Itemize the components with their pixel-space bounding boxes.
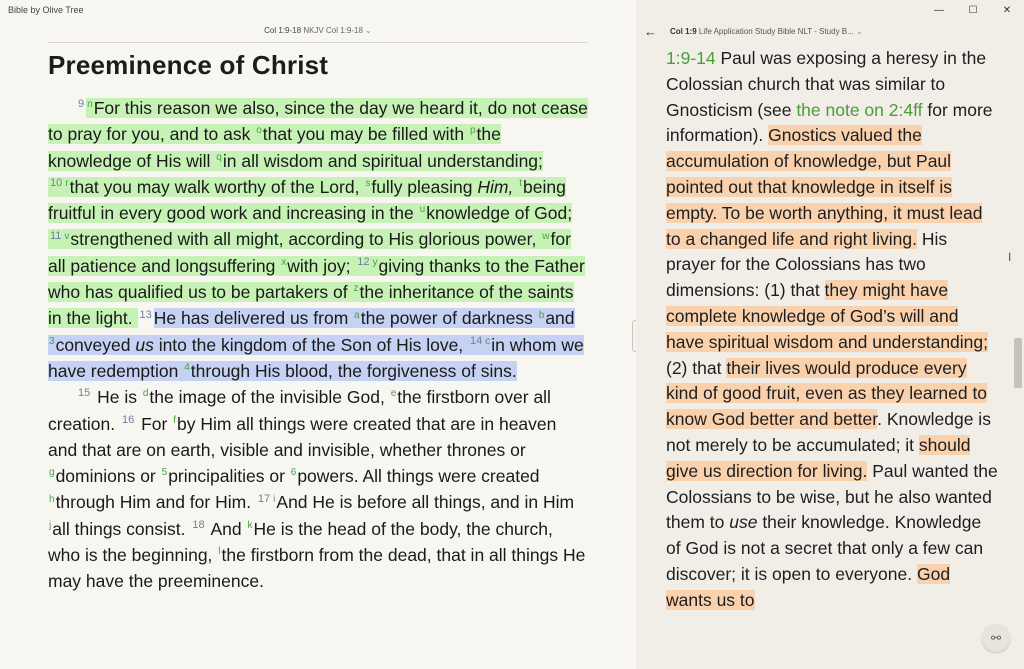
verse-text: fully pleasing bbox=[371, 176, 478, 197]
verse-text: the firstborn from the dead, that in all things He may have the preeminence. bbox=[48, 545, 586, 592]
verse-text: giving thanks to the Father who has qualified us to be partakers of bbox=[48, 255, 585, 303]
highlight-orange[interactable]: should give us direction for living. bbox=[666, 434, 971, 481]
section-title: Preeminence of Christ bbox=[48, 50, 329, 80]
verse-text: the image of the invisible God, bbox=[149, 387, 390, 408]
text-cursor-icon: I bbox=[1008, 250, 1012, 264]
footnote-marker[interactable]: i bbox=[273, 493, 276, 505]
minimize-button[interactable]: — bbox=[934, 4, 944, 16]
verse-text: that you may walk worthy of the Lord, bbox=[69, 176, 365, 197]
highlight-green[interactable] bbox=[48, 98, 588, 328]
verse-text: And bbox=[206, 518, 247, 539]
footnote-marker[interactable]: k bbox=[247, 519, 253, 531]
scrollbar-thumb[interactable] bbox=[1014, 338, 1022, 388]
commentary-reference[interactable] bbox=[670, 27, 863, 36]
commentary-paragraph: . Knowledge is not merely to be accumulated; it bbox=[666, 409, 991, 455]
footnote-marker[interactable]: v bbox=[64, 230, 70, 242]
footnote-marker[interactable]: c bbox=[485, 335, 491, 347]
verse-text: in all wisdom and spiritual understanding; bbox=[222, 150, 543, 171]
verse-number[interactable]: 11 bbox=[50, 229, 62, 242]
verse-text: He has delivered us from bbox=[153, 308, 354, 329]
verse-text: in whom we have redemption bbox=[48, 334, 584, 381]
footnote-marker[interactable]: h bbox=[49, 493, 55, 505]
verse-number[interactable]: 15 bbox=[78, 387, 91, 400]
footnote-marker[interactable]: d bbox=[142, 388, 149, 400]
footnote-marker[interactable]: b bbox=[538, 309, 545, 321]
chevron-down-icon[interactable]: ⌄ bbox=[365, 26, 372, 35]
commentary-paragraph: Paul was exposing a heresy in the Colossian church that was similar to Gnosticism (see bbox=[666, 48, 987, 120]
verse-text-italic: Him, bbox=[477, 176, 514, 197]
commentary-verse-link[interactable]: 1:9-14 bbox=[666, 48, 716, 68]
header-divider bbox=[48, 42, 588, 43]
footnote-marker[interactable]: f bbox=[173, 414, 176, 426]
verse-text: strengthened with all might, according to His glorious power, bbox=[70, 229, 542, 250]
commentary-book-title[interactable]: Life Application Study Bible NLT - Study B... bbox=[698, 27, 854, 36]
verse-text: dominions or bbox=[55, 466, 161, 487]
verse-text: powers. All things were created bbox=[297, 466, 540, 487]
footnote-marker[interactable]: g bbox=[49, 467, 55, 479]
commentary-verse-ref[interactable]: Col 1:9 bbox=[670, 27, 697, 36]
footnote-marker[interactable]: n bbox=[87, 99, 93, 111]
footnote-marker[interactable]: 4 bbox=[184, 362, 190, 374]
commentary-pane bbox=[636, 0, 1024, 669]
verse-text: all things consist. bbox=[52, 518, 191, 539]
verse-number[interactable]: 17 bbox=[257, 492, 271, 505]
commentary-header bbox=[636, 24, 1024, 42]
footnote-marker[interactable]: 3 bbox=[49, 335, 55, 347]
verse-text: He is bbox=[92, 387, 142, 408]
verse-text: and bbox=[545, 308, 575, 329]
verse-number[interactable]: 14 bbox=[470, 334, 483, 347]
verse-number[interactable]: 13 bbox=[139, 308, 152, 321]
footnote-marker[interactable]: a bbox=[354, 309, 360, 321]
verse-text: being fruitful in every good work and increasing in the bbox=[48, 176, 566, 224]
highlight-orange[interactable]: they might have complete knowledge of God’s will and have spiritual wisdom and understanding; bbox=[666, 280, 988, 352]
footnote-marker[interactable]: y bbox=[372, 256, 378, 268]
verse-number[interactable]: 18 bbox=[192, 518, 205, 531]
cross-reference-link[interactable]: the note on 2:4ff bbox=[796, 99, 923, 120]
verse-text: through His blood, the forgiveness of sins. bbox=[190, 360, 517, 381]
footnote-marker[interactable]: z bbox=[353, 283, 359, 295]
verse-text: He is the head of the body, the church, who is the beginning, bbox=[48, 518, 553, 566]
footnote-marker[interactable]: t bbox=[519, 178, 522, 190]
link-icon: ⚯ bbox=[990, 631, 1002, 645]
commentary-italic: use bbox=[729, 512, 758, 533]
footnote-marker[interactable]: x bbox=[281, 256, 287, 268]
commentary-paragraph: Paul wanted the Colossians to be wise, but he also wanted them to bbox=[666, 460, 998, 533]
verse-text: for all patience and longsuffering bbox=[48, 229, 571, 276]
verse-number[interactable]: 10 bbox=[50, 177, 63, 190]
bible-text[interactable] bbox=[48, 95, 588, 595]
verse-number[interactable]: 16 bbox=[121, 413, 135, 426]
footnote-marker[interactable]: j bbox=[49, 519, 52, 531]
footnote-marker[interactable]: u bbox=[419, 204, 426, 216]
verse-text: And He is before all things, and in Him bbox=[276, 492, 575, 513]
footnote-marker[interactable]: r bbox=[65, 178, 69, 190]
highlight-orange[interactable]: God wants us to bbox=[666, 563, 951, 610]
back-arrow-icon[interactable]: ← bbox=[644, 24, 657, 39]
verse-text: the knowledge of His will bbox=[48, 124, 501, 171]
verse-text-italic: us bbox=[135, 334, 154, 355]
highlight-orange[interactable]: Gnostics valued the accumulation of knowledge, but Paul pointed out that knowledge in itself is empty. To be worth anything, it must lead to a changed life and right living. bbox=[666, 125, 983, 249]
footnote-marker[interactable]: w bbox=[542, 230, 550, 242]
bible-reference-bar[interactable] bbox=[0, 26, 636, 35]
verse-text: through Him and for Him. bbox=[55, 492, 256, 513]
close-button[interactable]: ✕ bbox=[1002, 4, 1012, 16]
verse-text: principalities or bbox=[168, 466, 290, 487]
verse-number[interactable]: 12 bbox=[357, 255, 370, 268]
title-bar bbox=[0, 0, 1024, 20]
footnote-marker[interactable]: o bbox=[256, 125, 262, 137]
footnote-marker[interactable]: 5 bbox=[161, 467, 168, 479]
verse-text: the power of darkness bbox=[360, 308, 538, 329]
verse-text: knowledge of God; bbox=[426, 203, 573, 224]
commentary-text[interactable] bbox=[666, 46, 998, 614]
verse-text: the inheritance of the saints in the light. bbox=[48, 282, 574, 329]
verse-text: conveyed bbox=[55, 334, 136, 355]
verse-text: with joy; bbox=[287, 255, 356, 276]
commentary-paragraph: for more information). bbox=[666, 99, 993, 146]
bible-version[interactable]: NKJV Col 1:9-18 bbox=[303, 26, 363, 35]
footnote-marker[interactable]: p bbox=[469, 125, 476, 137]
footnote-marker[interactable]: e bbox=[390, 388, 397, 400]
highlight-orange[interactable]: their lives would produce every kind of good fruit, even as they learned to know God better and better bbox=[666, 357, 988, 430]
footnote-marker[interactable]: q bbox=[216, 151, 222, 163]
window-controls bbox=[922, 0, 1024, 20]
verse-text: into the kingdom of the Son of His love, bbox=[153, 334, 469, 355]
footnote-marker[interactable]: s bbox=[365, 178, 371, 190]
app-title: Bible by Olive Tree bbox=[8, 5, 84, 15]
commentary-paragraph: His prayer for the Colossians has two dimensions: (1) that bbox=[666, 228, 948, 301]
commentary-paragraph: their knowledge. Knowledge of God is not a secret that only a few can discover; it is open to everyone. bbox=[666, 512, 984, 584]
verse-text: by Him all things were created that are in heaven and that are on earth, visible and invisible, whether thrones or bbox=[48, 413, 557, 460]
chevron-down-icon[interactable]: ⌄ bbox=[856, 27, 863, 36]
verse-text: For this reason we also, since the day we heard it, do not cease to pray for you, and to ask bbox=[48, 98, 588, 145]
maximize-button[interactable]: ☐ bbox=[968, 4, 978, 16]
verse-text: that you may be filled with bbox=[262, 124, 469, 145]
verse-text: For bbox=[136, 413, 173, 434]
footnote-marker[interactable]: 6 bbox=[290, 467, 297, 479]
verse-text: the firstborn over all creation. bbox=[48, 387, 551, 434]
bible-reference[interactable]: Col 1:9-18 bbox=[264, 26, 302, 35]
footnote-marker[interactable]: l bbox=[218, 546, 221, 558]
link-panes-button[interactable] bbox=[982, 624, 1010, 652]
verse-number[interactable]: 9 bbox=[78, 98, 85, 111]
commentary-paragraph: (2) that bbox=[666, 357, 727, 378]
